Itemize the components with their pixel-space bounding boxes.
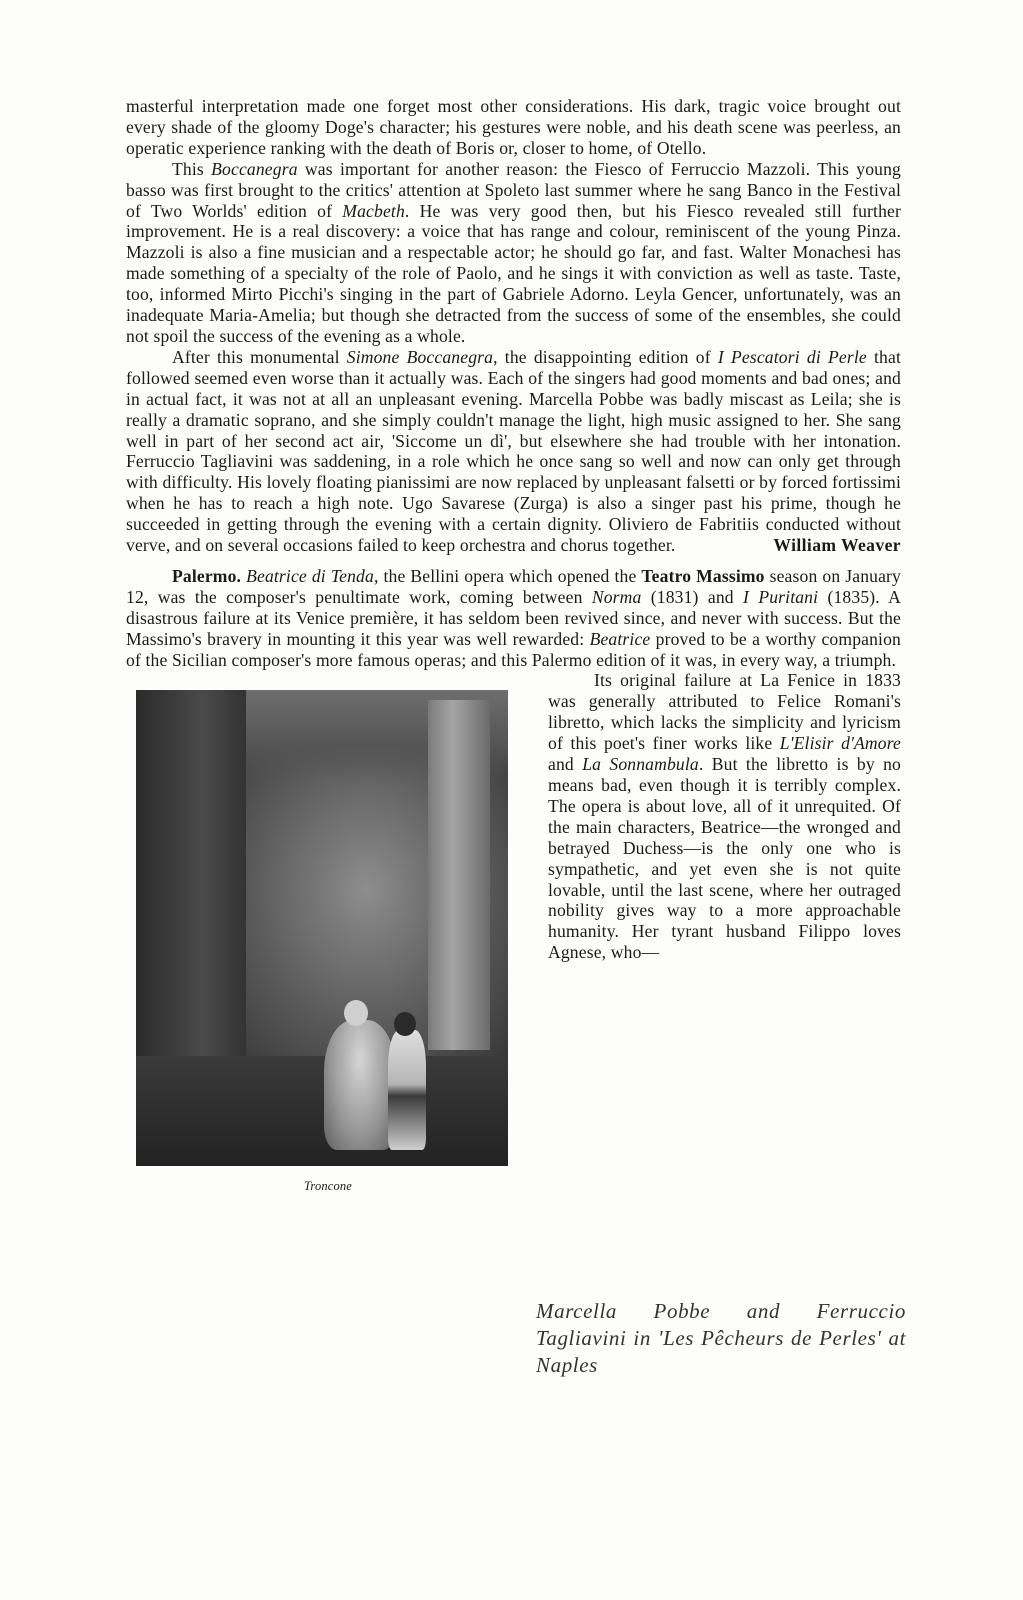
article-column (126, 96, 901, 1197)
stage-photo (136, 690, 508, 1166)
photo-credit: Troncone (304, 1179, 352, 1194)
opera-title: Simone Boccanegra (346, 346, 494, 367)
text-run: Its original failure at La Fenice in 1833 was generally attributed to Felice Romani's libretto, which lacks the simplicity and lyricism of this poet's finer works like (548, 670, 901, 754)
text-run: season on January 12, was the composer's penultimate work, coming between (126, 565, 901, 607)
opera-title: I Pescatori di Perle (717, 346, 867, 367)
author-signature: William Weaver (773, 535, 901, 556)
text-run: This (172, 158, 212, 179)
paragraph-palermo (126, 566, 901, 671)
photo-pillar (428, 700, 490, 1050)
photo-singer-soprano (324, 1020, 396, 1150)
opera-title: Beatrice (589, 628, 651, 649)
text-run: . But the libretto is by no means bad, even though it is terribly complex. The opera is about love, all of it unrequited. Of the main characters, Beatrice—the wronged and betrayed Duchess—is the only one who is sympathetic, and yet even she is not quite lovable, until the last scene, where her outraged nobility gives way to a more approachable humanity. Her tyrant husband Filippo loves Agnese, who— (548, 754, 902, 963)
text-run: (1835). A disastrous failure at its Venice première, it has seldom been revived since, and never with success. But the Massimo's bravery in mounting it this year was well rewarded: (126, 586, 901, 649)
opera-title: Beatrice di Tenda (246, 565, 374, 586)
opera-title: Macbeth (342, 200, 405, 221)
text-run: After this monumental (172, 346, 347, 367)
photo-figure (122, 690, 520, 1197)
opera-house-name: Teatro Massimo (641, 565, 765, 586)
text-run: that followed seemed even worse than it actually was. Each of the singers had good moments and bad ones; and in actual fact, it was not at all an unpleasant evening. Marcella Pobbe was badly miscast as Leila; she is really a dramatic soprano, and she simply couldn't manage the light, high music assigned to her. She sang well in part of her second act air, 'Siccome un dì', but elsewhere she had trouble with her intonation. Ferruccio Tagliavini was saddening, in a role which he once sang so well and now can only get through with difficulty. His lovely floating pianissimi are now replaced by unpleasant falsetti or by forced fortissimi when he has to reach a high note. Ugo Savarese (Zurga) is also a singer past his prime, though he succeeded in getting through the evening with a certain dignity. Oliviero de Fabritiis conducted without verve, and on several occasions failed to keep orchestra and chorus together. (126, 346, 902, 556)
text-run: proved to be a worthy companion of the Sicilian composer's more famous operas; and this Palermo edition of it was, in every way, a triumph. (126, 628, 901, 670)
text-run: , the disappointing edition of (493, 346, 718, 367)
paragraph-pescatori (126, 347, 901, 556)
photo-caption: Marcella Pobbe and Ferruccio Tagliavini in 'Les Pêcheurs de Perles' at Naples (536, 1299, 906, 1377)
city-heading: Palermo. (172, 565, 242, 586)
photo-singer-tenor (388, 1030, 426, 1150)
paragraph-boccanegra (126, 159, 901, 347)
text-run: was important for another reason: the Fiesco of Ferruccio Mazzoli. This young basso was first brought to the critics' attention at Spoleto last summer where he sang Banco in the Festival of Two Worlds' edition of (126, 158, 901, 221)
text-run: . He was very good then, but his Fiesco revealed still further improvement. He is a real discovery: a voice that has range and colour, reminiscent of the young Pinza. Mazzoli is also a fine musician and a respectable actor; he should go far, and fast. Walter Monachesi has made something of a specialty of the role of Paolo, and he sings it with conviction as well as taste. Taste, too, informed Mirto Picchi's singing in the part of Gabriele Adorno. Leyla Gencer, unfortunately, was an inadequate Maria-Amelia; but though she detracted from the success of some of the ensembles, she could not spoil the success of the evening as a whole. (126, 200, 902, 346)
photo-floor (136, 1056, 508, 1166)
opera-title: L'Elisir d'Amore (779, 733, 901, 754)
opera-title: Boccanegra (211, 158, 298, 179)
opera-title: Norma (591, 586, 642, 607)
opera-title: I Puritani (743, 586, 819, 607)
text-run: (1831) and (641, 586, 744, 607)
paragraph-boris: masterful interpretation made one forget most other considerations. His dark, tragic voice brought out every shade of the gloomy Doge's character; his gestures were noble, and his death scene was peerless, an operatic experience ranking with the death of Boris or, closer to home, of Otello. (126, 96, 901, 158)
text-run: and (548, 754, 583, 775)
opera-title: La Sonnambula (582, 754, 699, 775)
text-run: , the Bellini opera which opened the (373, 565, 642, 586)
